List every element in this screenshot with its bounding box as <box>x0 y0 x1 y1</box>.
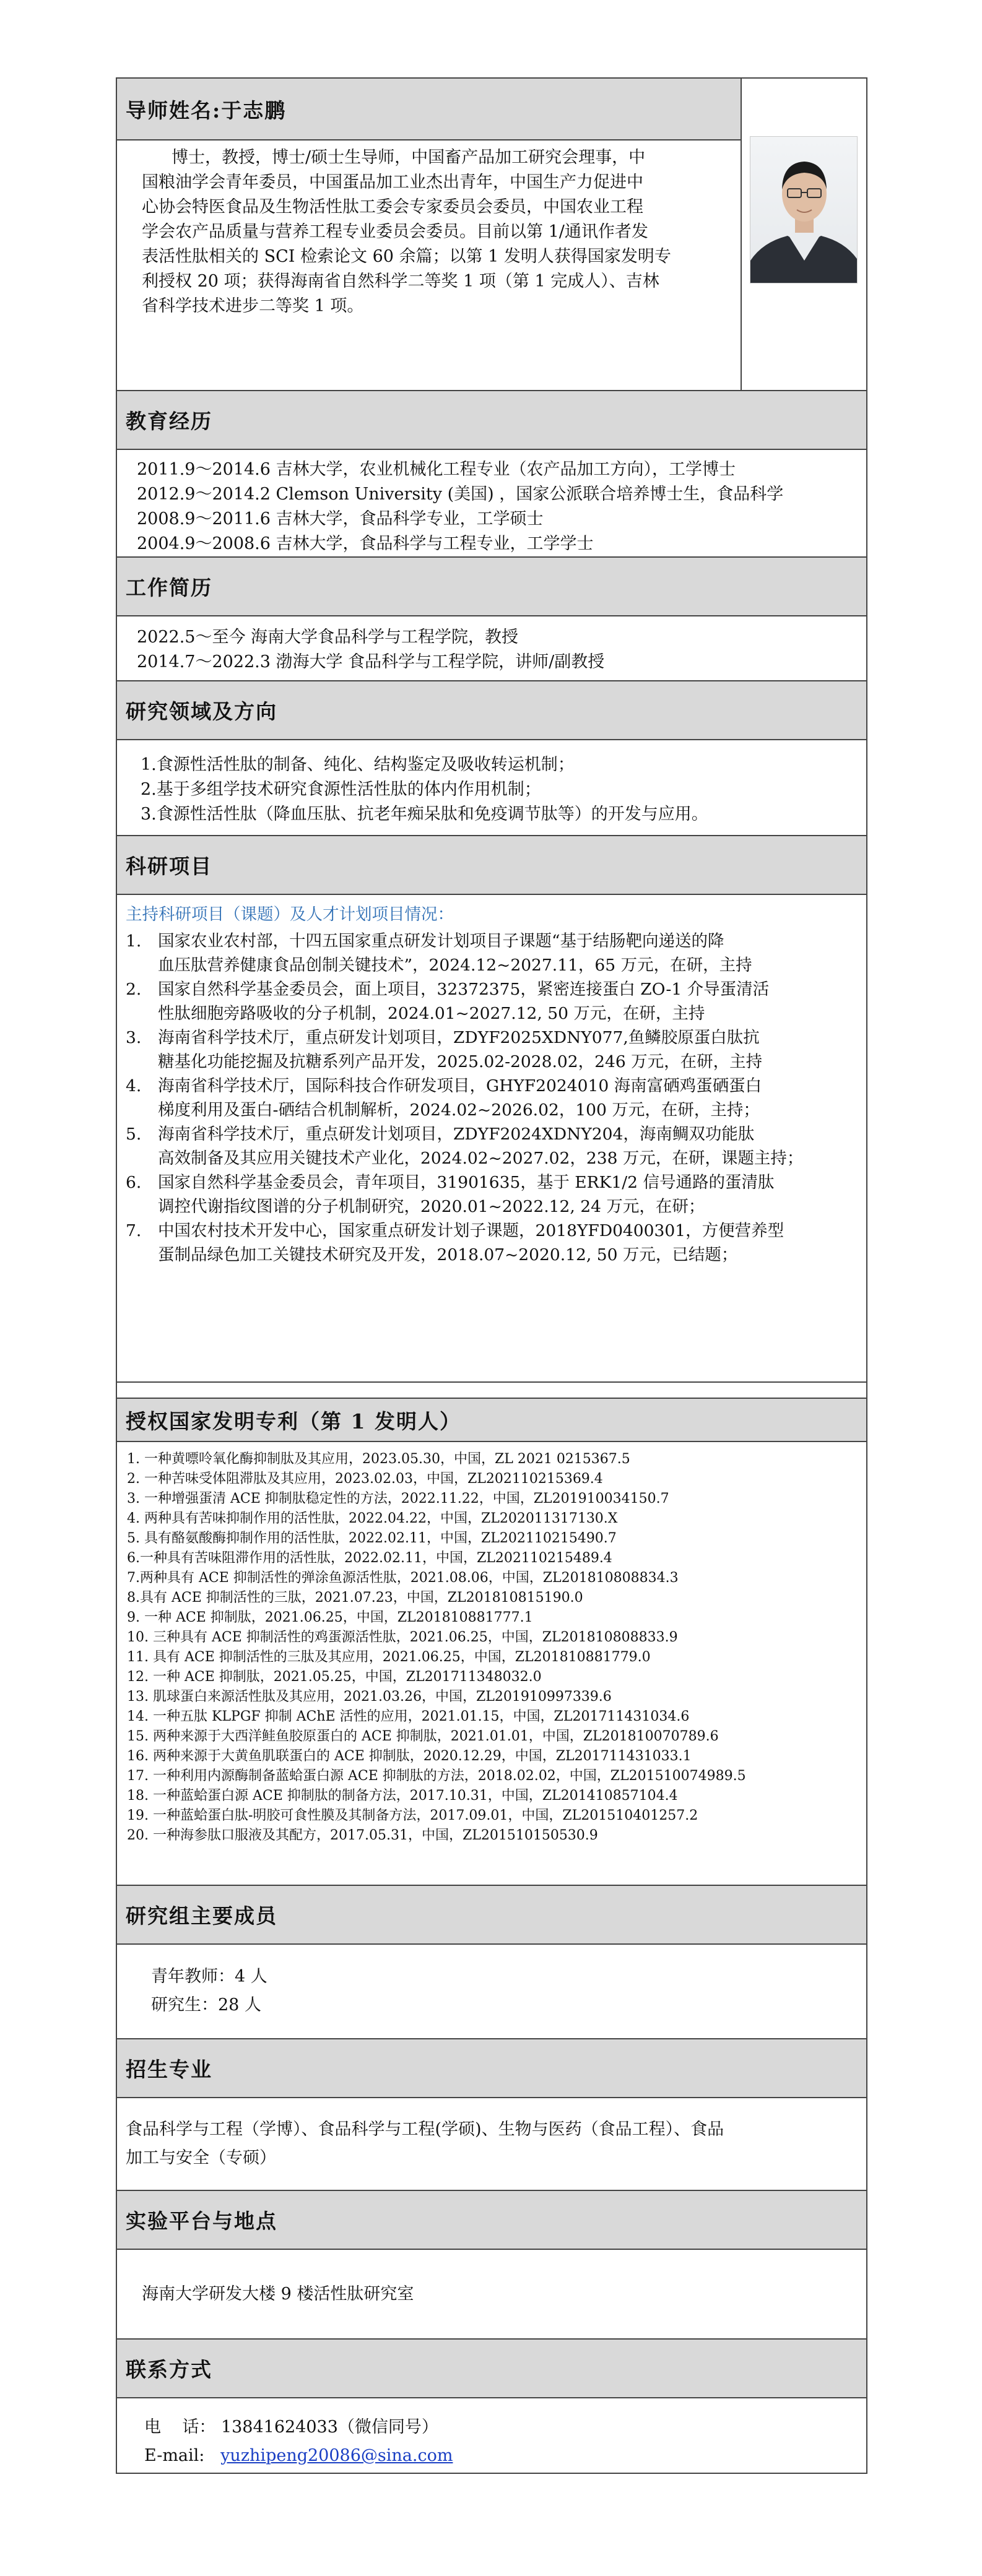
patent-item: 1. 一种黄嘌呤氧化酶抑制肽及其应用，2023.05.30，中国，ZL 2021 0215367.5 <box>127 1451 630 1467</box>
project-line: 海南省科学技术厅，国际科技合作研发项目，GHYF2024010 海南富硒鸡蛋硒蛋白 <box>158 1076 762 1096</box>
project-line: 国家自然科学基金委员会，青年项目，31901635，基于 ERK1/2 信号通路的蛋清肽 <box>158 1173 775 1192</box>
work-item: 2014.7～2022.3 渤海大学 食品科学与工程学院，讲师/副教授 <box>137 652 605 672</box>
research-list <box>117 740 866 836</box>
contact-heading: 联系方式 <box>117 2340 866 2398</box>
patent-item: 14. 一种五肽 KLPGF 抑制 AChE 活性的应用，2021.01.15，中国，ZL201711431034.6 <box>127 1709 690 1724</box>
work-item: 2022.5～至今 海南大学食品科学与工程学院，教授 <box>137 628 519 647</box>
bio-line: 利授权 20 项；获得海南省自然科学二等奖 1 项（第 1 完成人）、吉林 <box>142 272 659 291</box>
profile-document <box>116 77 867 2474</box>
platform-text <box>117 2250 866 2340</box>
project-line: 血压肽营养健康食品创制关键技术”，2024.12~2027.11，65 万元，在研，主持 <box>158 956 752 975</box>
patent-item: 5. 具有酪氨酸酶抑制作用的活性肽，2022.02.11，中国，ZL202110215490.7 <box>127 1531 617 1546</box>
project-line: 海南省科学技术厅，重点研发计划项目，ZDYF2025XDNY077,鱼鳞胶原蛋白肽抗 <box>158 1028 760 1047</box>
members-list <box>117 1945 866 2039</box>
patent-item: 4. 两种具有苦味抑制作用的活性肽，2022.04.22，中国，ZL202011317130.X <box>127 1511 618 1526</box>
enroll-heading: 招生专业 <box>117 2039 866 2098</box>
project-num: 1. <box>126 931 142 951</box>
project-line: 蛋制品绿色加工关键技术研究及开发，2018.07~2020.12, 50 万元，已结题； <box>158 1245 738 1264</box>
patent-item: 2. 一种苦味受体阻滞肽及其应用，2023.02.03，中国，ZL202110215369.4 <box>127 1471 603 1487</box>
patent-item: 8.具有 ACE 抑制活性的三肽，2021.07.23，中国，ZL201810815190.0 <box>127 1590 583 1606</box>
project-line: 糖基化功能挖掘及抗糖系列产品开发，2025.02-2028.02，246 万元，在研，主持 <box>158 1052 763 1071</box>
header-row <box>117 79 866 391</box>
bio-line: 国粮油学会青年委员，中国蛋品加工业杰出青年，中国生产力促进中 <box>142 173 643 192</box>
patent-item: 3. 一种增强蛋清 ACE 抑制肽稳定性的方法，2022.11.22，中国，ZL201910034150.7 <box>127 1491 669 1506</box>
education-item: 2008.9～2011.6 吉林大学，食品科学专业，工学硕士 <box>137 509 544 529</box>
work-heading: 工作简历 <box>117 558 866 616</box>
education-item: 2004.9～2008.6 吉林大学，食品科学与工程专业，工学学士 <box>137 534 594 553</box>
email-row <box>144 2442 866 2470</box>
project-item <box>126 1170 851 1219</box>
patent-item: 7.两种具有 ACE 抑制活性的弹涂鱼源活性肽，2021.08.06，中国，ZL201810808834.3 <box>127 1570 679 1586</box>
phone-label: 电 话： <box>144 2418 216 2437</box>
patent-item: 10. 三种具有 ACE 抑制活性的鸡蛋源活性肽，2021.06.25，中国，ZL201810808833.9 <box>127 1630 678 1645</box>
advisor-name: 于志鹏 <box>221 98 287 123</box>
contact-block <box>117 2398 866 2470</box>
patent-item: 6.一种具有苦味阻滞作用的活性肽，2022.02.11，中国，ZL202110215489.4 <box>127 1550 612 1566</box>
projects-intro: 主持科研项目（课题）及人才计划项目情况： <box>126 905 454 924</box>
enroll-text <box>117 2098 866 2191</box>
phone-value: 13841624033（微信同号） <box>220 2418 438 2437</box>
enroll-line: 加工与安全（专硕） <box>126 2148 276 2168</box>
project-line: 国家农业农村部，十四五国家重点研发计划项目子课题“基于结肠靶向递送的降 <box>158 931 724 951</box>
patent-item: 12. 一种 ACE 抑制肽，2021.05.25，中国，ZL201711348032.0 <box>127 1669 542 1685</box>
project-num: 7. <box>126 1221 142 1240</box>
project-num: 5. <box>126 1125 142 1144</box>
members-heading: 研究组主要成员 <box>117 1886 866 1945</box>
project-item <box>126 1122 851 1170</box>
email-label: E-mail: <box>144 2446 215 2465</box>
work-list <box>117 616 866 681</box>
research-item: 1.食源性活性肽的制备、纯化、结构鉴定及吸收转运机制； <box>141 755 575 774</box>
bio-line: 学会农产品质量与营养工程专业委员会委员。目前以第 1/通讯作者发 <box>142 222 648 241</box>
name-label: 导师姓名: <box>126 98 222 123</box>
patent-item: 15. 两种来源于大西洋鲑鱼胶原蛋白的 ACE 抑制肽，2021.01.01，中国，ZL201810070789.6 <box>127 1729 719 1744</box>
project-item <box>126 1219 851 1267</box>
project-num: 2. <box>126 980 142 999</box>
education-list <box>117 450 866 558</box>
bio-line: 省科学技术进步二等奖 1 项。 <box>142 296 364 316</box>
member-item: 青年教师：4 人 <box>151 1967 267 1986</box>
section-gap <box>117 1383 866 1399</box>
project-item <box>126 977 851 1026</box>
patents-list <box>117 1442 866 1886</box>
bio-line: 博士，教授，博士/硕士生导师，中国畜产品加工研究会理事，中 <box>172 148 646 167</box>
advisor-photo <box>750 136 858 283</box>
project-num: 4. <box>126 1076 142 1096</box>
platform-heading: 实验平台与地点 <box>117 2191 866 2250</box>
research-item: 3.食源性活性肽（降血压肽、抗老年痴呆肽和免疫调节肽等）的开发与应用。 <box>141 805 708 824</box>
research-heading: 研究领域及方向 <box>117 681 866 740</box>
research-item: 2.基于多组学技术研究食源性活性肽的体内作用机制； <box>141 780 541 799</box>
project-line: 中国农村技术开发中心，国家重点研发计划子课题，2018YFD0400301，方便营养型 <box>158 1221 784 1240</box>
education-heading: 教育经历 <box>117 391 866 450</box>
patents-heading: 授权国家发明专利（第 1 发明人） <box>117 1399 866 1442</box>
email-link[interactable]: yuzhipeng20086@sina.com <box>220 2446 453 2465</box>
patent-item: 13. 肌球蛋白来源活性肽及其应用，2021.03.26，中国，ZL201910997339.6 <box>127 1689 612 1705</box>
platform-location: 海南大学研发大楼 9 楼活性肽研究室 <box>142 2284 414 2304</box>
patent-item: 11. 具有 ACE 抑制活性的三肽及其应用，2021.06.25，中国，ZL201810881779.0 <box>127 1649 651 1665</box>
education-item: 2011.9～2014.6 吉林大学，农业机械化工程专业（农产品加工方向），工学博士 <box>137 460 736 479</box>
patent-item: 9. 一种 ACE 抑制肽，2021.06.25，中国，ZL201810881777.1 <box>127 1610 533 1625</box>
enroll-line: 食品科学与工程（学博）、食品科学与工程(学硕)、生物与医药（食品工程）、食品 <box>126 2120 724 2139</box>
project-item <box>126 1074 851 1122</box>
project-line: 调控代谢指纹图谱的分子机制研究，2020.01~2022.12, 24 万元，在研； <box>158 1197 705 1216</box>
phone-row <box>144 2413 866 2442</box>
bio-block <box>142 145 736 319</box>
project-line: 梯度利用及蛋白-硒结合机制解析，2024.02~2026.02，100 万元，在研，主持； <box>158 1100 760 1120</box>
patent-item: 19. 一种蓝蛤蛋白肽-明胶可食性膜及其制备方法，2017.09.01，中国，ZL201510401257.2 <box>127 1808 698 1823</box>
project-line: 国家自然科学基金委员会，面上项目，32372375，紧密连接蛋白 ZO-1 介导蛋清活 <box>158 980 770 999</box>
project-num: 3. <box>126 1028 142 1047</box>
bio-line: 心协会特医食品及生物活性肽工委会专家委员会委员，中国农业工程 <box>142 197 643 217</box>
project-num: 6. <box>126 1173 142 1192</box>
project-line: 性肽细胞旁路吸收的分子机制，2024.01~2027.12, 50 万元，在研，主持 <box>158 1004 705 1023</box>
patent-item: 17. 一种利用内源酶制备蓝蛤蛋白源 ACE 抑制肽的方法，2018.02.02，中国，ZL201510074989.5 <box>127 1768 746 1784</box>
patent-item: 20. 一种海参肽口服液及其配方，2017.05.31，中国，ZL201510150530.9 <box>127 1828 598 1843</box>
project-line: 海南省科学技术厅，重点研发计划项目，ZDYF2024XDNY204，海南鲷双功能肽 <box>158 1125 755 1144</box>
patent-item: 16. 两种来源于大黄鱼肌联蛋白的 ACE 抑制肽，2020.12.29，中国，ZL201711431033.1 <box>127 1748 692 1764</box>
member-item: 研究生：28 人 <box>151 1995 261 2015</box>
bio-line: 表活性肽相关的 SCI 检索论文 60 余篇；以第 1 发明人获得国家发明专 <box>142 247 671 266</box>
education-item: 2012.9～2014.2 Clemson University (美国) ，国家公派联合培养博士生，食品科学 <box>137 485 784 504</box>
project-line: 高效制备及其应用关键技术产业化，2024.02~2027.02，238 万元，在研，课题主持； <box>158 1149 804 1168</box>
project-item <box>126 929 851 977</box>
projects-list <box>117 895 866 1383</box>
projects-heading: 科研项目 <box>117 836 866 895</box>
name-cell <box>117 79 741 140</box>
project-item <box>126 1026 851 1074</box>
photo-divider <box>741 79 742 390</box>
patent-item: 18. 一种蓝蛤蛋白源 ACE 抑制肽的制备方法，2017.10.31，中国，ZL201410857104.4 <box>127 1788 678 1804</box>
